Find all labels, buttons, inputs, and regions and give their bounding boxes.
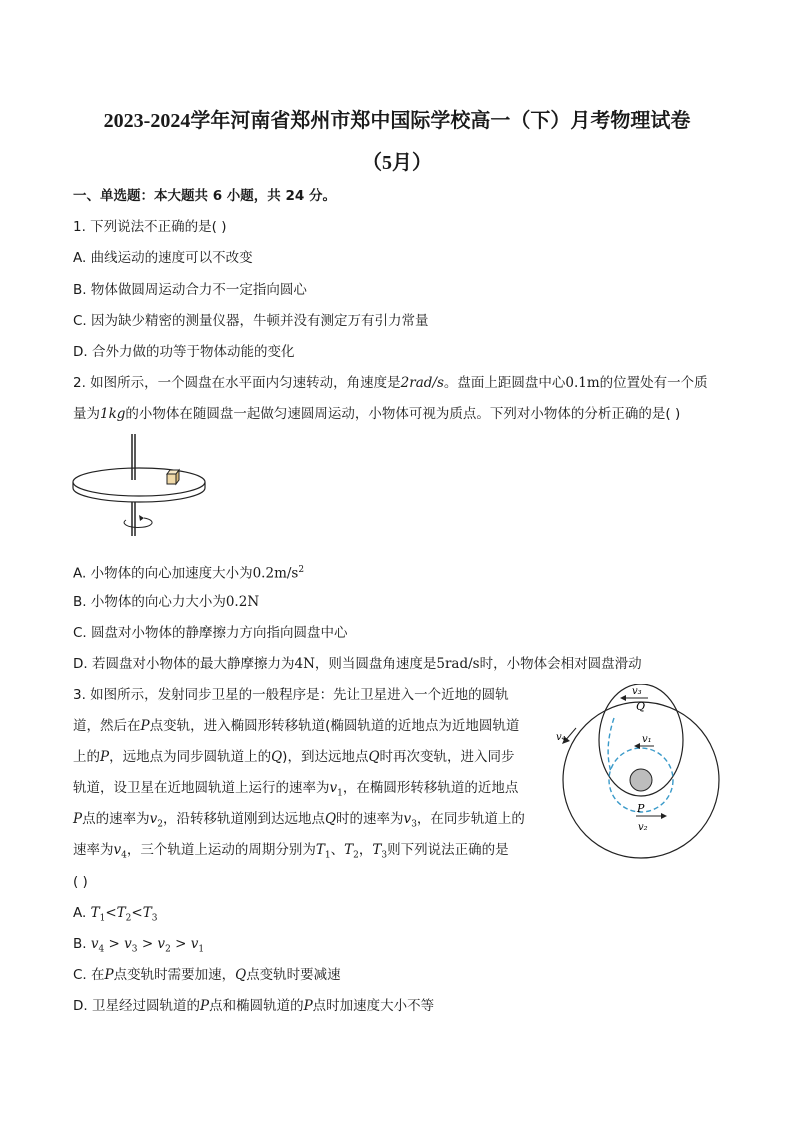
q2-option-a-exponent: 2	[298, 565, 305, 575]
q3-text: 点变轨，进入椭圆形转移轨道(椭圆轨道的近地点为近地圆轨道	[149, 718, 520, 734]
q3-sub: 3	[381, 850, 388, 861]
q2-text: 的位置处有一个质	[599, 375, 708, 391]
q3-op: >	[175, 936, 187, 952]
q3-point-p: P	[303, 998, 313, 1014]
q3-point-p: P	[100, 749, 110, 765]
rotation-arrow	[124, 518, 152, 528]
q2-option-d-force: 4N	[294, 656, 315, 672]
q3-text: 点时加速度大小不等	[312, 998, 435, 1014]
q3-v: v	[329, 780, 338, 796]
q3-option-d	[73, 996, 434, 1016]
q3-T: T	[315, 842, 325, 858]
q3-T: T	[116, 905, 126, 921]
q3-text: 、	[330, 842, 345, 858]
q3-text: 时再次变轨，进入同步	[379, 749, 515, 765]
q3-stem-line-1: 3. 如图所示，发射同步卫星的一般程序是：先让卫星进入一个近地的圆轨	[73, 687, 509, 703]
q2-option-d	[73, 654, 642, 674]
q3-sub: 2	[165, 944, 171, 955]
q1-option-c: C. 因为缺少精密的测量仪器，牛顿并没有测定万有引力常量	[73, 313, 429, 329]
q1-option-d: D. 合外力做的功等于物体动能的变化	[73, 344, 295, 360]
q3-option-label: A.	[73, 905, 91, 921]
q3-v: v	[157, 936, 166, 952]
q3-op: <	[131, 905, 143, 921]
q3-sub: 4	[98, 944, 105, 955]
q3-text: 则下列说法正确的是	[387, 842, 509, 858]
small-block	[167, 470, 179, 484]
q2-stem-line-1	[73, 373, 708, 393]
q3-text: ，在椭圆形转移轨道的近地点	[342, 780, 519, 796]
q2-text: 。盘面上距圆盘中心	[443, 375, 566, 391]
q2-mass: 1kg	[100, 406, 126, 422]
q3-op: <	[105, 905, 117, 921]
q3-sub: 4	[121, 850, 127, 861]
q3-v: v	[90, 936, 99, 952]
q1-option-a: A. 曲线运动的速度可以不改变	[73, 250, 253, 266]
q3-text: 上的	[73, 749, 100, 765]
label-P: P	[637, 802, 645, 815]
q2-text: 时，小物体会相对圆盘滑动	[479, 656, 642, 672]
label-v3: v₃	[632, 686, 642, 697]
disk-top	[73, 468, 205, 496]
q2-text: 量为	[73, 406, 100, 422]
q3-v: v	[190, 936, 199, 952]
q2-option-d-omega: 5rad/s	[436, 656, 480, 672]
q3-text: 点变轨时要减速	[246, 967, 341, 983]
q2-text: 2. 如图所示，一个圆盘在水平面内匀速转动，角速度是	[73, 375, 401, 391]
q3-point-p: P	[199, 998, 210, 1014]
q3-option-a	[73, 903, 157, 929]
q3-sub: 2	[157, 819, 163, 830]
q2-text: 的小物体在随圆盘一起做匀速圆周运动，小物体可视为质点。下列对小物体的分析正确的是( )	[125, 406, 681, 422]
q2-option-a-text: A. 小物体的向心加速度大小为	[73, 565, 253, 582]
q2-option-a-value: 0.2m/s	[252, 565, 299, 582]
q3-T: T	[372, 842, 382, 858]
q2-radius: 0.1m	[565, 375, 600, 391]
exam-title-line-2: （5月）	[362, 152, 432, 174]
q3-stem-line-2	[73, 716, 519, 736]
q3-stem-line-4	[73, 778, 518, 804]
earth	[630, 769, 652, 791]
q3-option-c	[73, 965, 341, 985]
q3-stem-line-3	[73, 747, 515, 767]
q3-text: ，三个轨道上运动的周期分别为	[126, 842, 316, 858]
q3-text: 点和椭圆轨道的	[209, 998, 304, 1014]
orbit-transfer-figure	[556, 684, 726, 860]
q3-text: ，远地点为同步圆轨道上的	[109, 749, 272, 765]
q3-v: v	[124, 936, 132, 952]
q3-v: v	[403, 811, 412, 827]
q3-sub: 3	[411, 819, 417, 830]
q3-point-q: Q	[271, 749, 283, 765]
q3-sub: 1	[324, 850, 331, 861]
q2-text: ，则当圆盘角速度是	[314, 656, 437, 672]
q3-text: 轨道，设卫星在近地圆轨道上运行的速率为	[73, 780, 330, 796]
q3-sub: 3	[131, 944, 138, 955]
q1-stem: 1. 下列说法不正确的是( )	[73, 219, 227, 235]
q3-stem-line-6: 速率为$v_4$，三个轨道上运动的周期分别为$T_1$、$T_2$，$T_3$则下列说法正确的是	[73, 842, 509, 861]
q3-op: >	[108, 936, 120, 952]
q2-option-b-value: 0.2N	[225, 594, 260, 610]
q2-option-c: C. 圆盘对小物体的静摩擦力方向指向圆盘中心	[73, 625, 348, 641]
label-v1: v₁	[642, 734, 652, 745]
q2-option-b-text: B. 小物体的向心力大小为	[73, 594, 226, 610]
label-v4: v₄	[556, 732, 566, 743]
q3-option-b	[73, 934, 204, 960]
q3-text: 点的速率为	[82, 811, 150, 827]
rotating-disk-figure	[70, 432, 220, 542]
q3-text: 点变轨时需要加速，	[113, 967, 236, 983]
q3-sub: 1	[198, 944, 205, 955]
q1-option-b: B. 物体做圆周运动合力不一定指向圆心	[73, 282, 307, 298]
q2-text: D. 若圆盘对小物体的最大静摩擦力为	[73, 656, 295, 672]
q3-sub: 1	[99, 913, 106, 924]
label-Q: Q	[636, 700, 646, 713]
q3-option-label: B.	[73, 936, 91, 952]
q3-point-q: Q	[324, 811, 337, 827]
q3-point-q: Q	[235, 967, 247, 983]
q3-T: T	[344, 842, 354, 858]
q3-T: T	[142, 905, 152, 921]
exam-title-line-1: 2023-2024学年河南省郑州市郑中国际学校高一（下）月考物理试卷	[103, 110, 691, 132]
section-heading: 一、单选题：本大题共 6 小题，共 24 分。	[73, 188, 336, 204]
q3-stem-line-7: ( )	[73, 874, 88, 890]
transfer-orbit-dashed	[608, 718, 614, 772]
q3-point-q: Q	[368, 749, 380, 765]
q3-point-p: P	[140, 718, 150, 734]
q3-text: 道，然后在	[73, 718, 141, 734]
q3-sub: 2	[125, 913, 132, 924]
q3-v: v	[149, 811, 158, 827]
label-v2: v₂	[638, 822, 648, 833]
q3-sub: 1	[337, 788, 343, 799]
q3-text: ，沿转移轨道刚到达远地点	[162, 811, 325, 827]
q3-op: >	[141, 936, 154, 952]
q3-text: 时的速率为	[336, 811, 404, 827]
q3-point-p: P	[73, 811, 83, 827]
q3-point-p: P	[104, 967, 114, 983]
q3-stem-line-5	[73, 809, 525, 835]
q3-text: 速率为	[73, 842, 114, 858]
q3-sub: 2	[353, 850, 359, 861]
q3-v: v	[113, 842, 122, 858]
q2-option-a	[73, 560, 304, 584]
q2-omega: 2rad/s	[400, 375, 444, 391]
q3-text: )，到达远地点	[282, 749, 369, 765]
q2-stem-line-2	[73, 404, 680, 424]
q3-text: D. 卫星经过圆轨道的	[73, 998, 200, 1014]
q3-text: ，在同步轨道上的	[416, 811, 525, 827]
q3-text: C. 在	[73, 967, 105, 983]
q3-T: T	[90, 905, 100, 921]
q2-option-b	[73, 592, 259, 612]
q3-sub: 3	[151, 913, 158, 924]
